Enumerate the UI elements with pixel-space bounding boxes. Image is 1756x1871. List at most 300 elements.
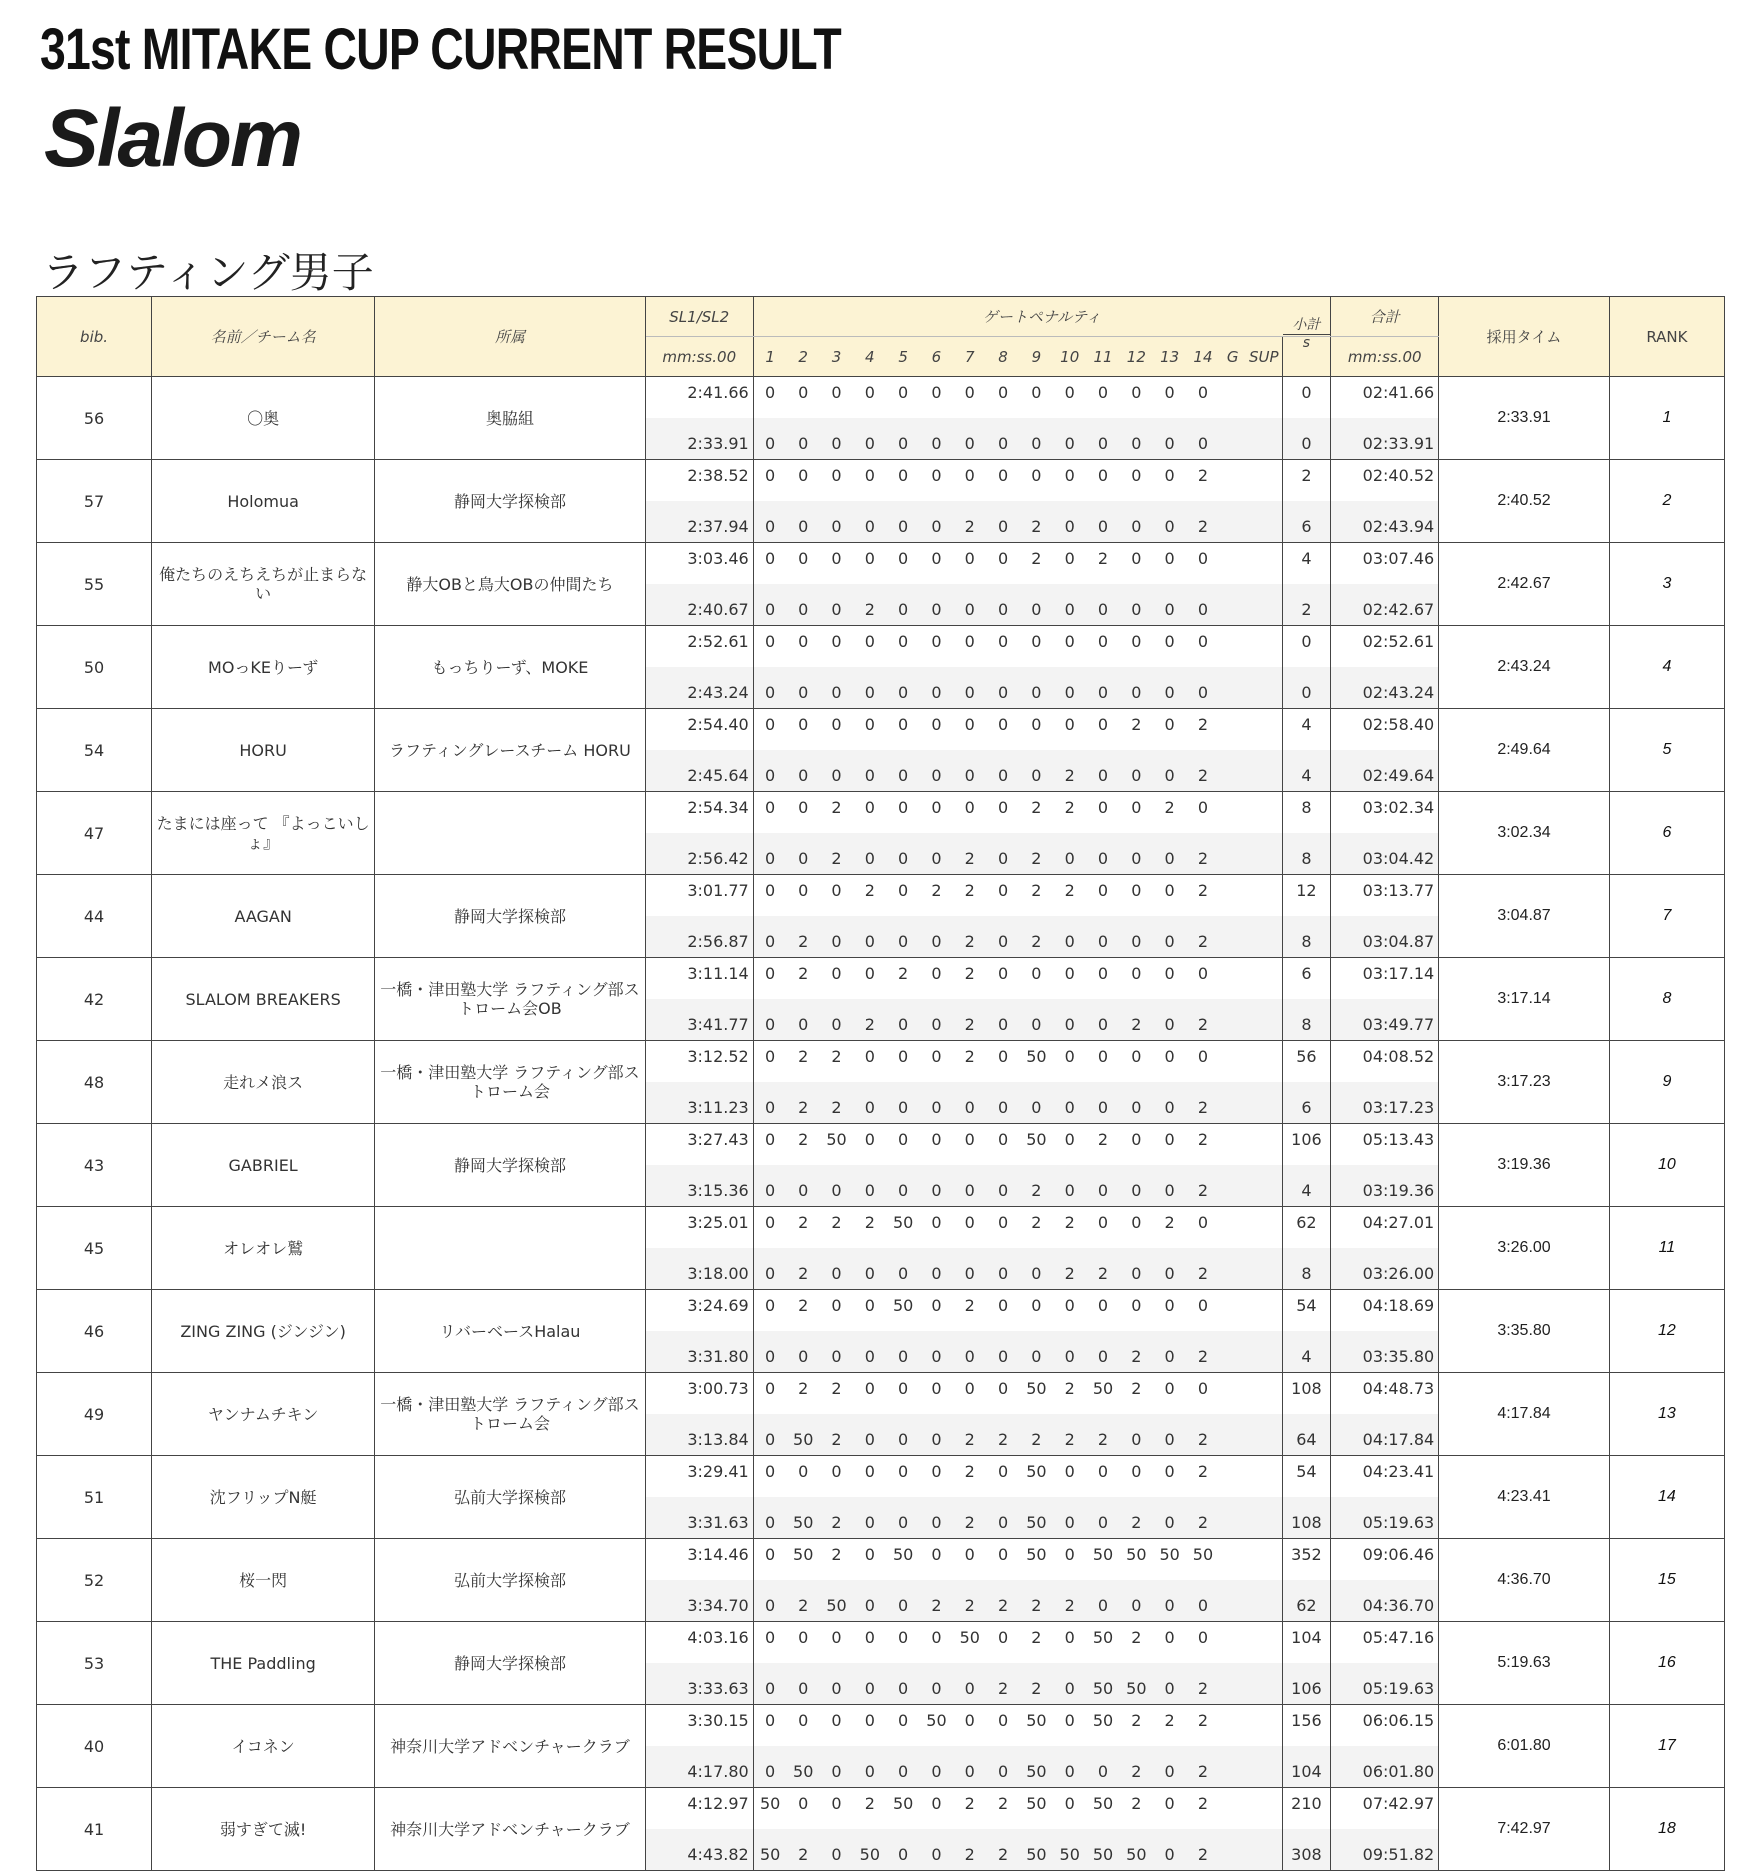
gate-penalty: 2 [1186, 1705, 1219, 1747]
gate-penalty: 0 [853, 667, 886, 709]
team-name: 沈フリップN艇 [152, 1456, 375, 1539]
gate-penalty: 0 [886, 501, 919, 543]
gate-penalty: 0 [1120, 958, 1153, 1000]
result-row [37, 1041, 1725, 1083]
gate-penalty: 0 [787, 1622, 820, 1664]
gate-penalty: 0 [986, 916, 1019, 958]
gate-penalty [1220, 501, 1246, 543]
header-gate-14: 14 [1186, 337, 1219, 377]
gate-penalty: 2 [920, 875, 953, 917]
header-gate-penalty: ゲートペナルティ [753, 297, 1330, 337]
gate-penalty: 0 [1120, 1414, 1153, 1456]
gate-penalty: 0 [920, 916, 953, 958]
adopted-time: 4:17.84 [1439, 1373, 1610, 1456]
gate-penalty [1246, 626, 1282, 668]
team-name: GABRIEL [152, 1124, 375, 1207]
gate-penalty: 2 [1153, 792, 1186, 834]
gate-penalty: 0 [886, 667, 919, 709]
affiliation: 静岡大学探検部 [375, 1622, 646, 1705]
result-row [37, 1373, 1725, 1415]
gate-penalty: 2 [986, 1663, 1019, 1705]
gate-penalty [1220, 1290, 1246, 1332]
adopted-time: 6:01.80 [1439, 1705, 1610, 1788]
gate-penalty: 2 [953, 1041, 986, 1083]
run-total: 02:41.66 [1331, 377, 1439, 419]
gate-penalty: 0 [986, 1497, 1019, 1539]
run-total: 03:49.77 [1331, 999, 1439, 1041]
gate-penalty: 2 [1020, 1414, 1053, 1456]
gate-penalty: 2 [820, 792, 853, 834]
affiliation: 静大OBと鳥大OBの仲間たち [375, 543, 646, 626]
gate-penalty: 0 [920, 1622, 953, 1664]
gate-penalty: 0 [1120, 667, 1153, 709]
gate-penalty: 0 [886, 626, 919, 668]
gate-penalty: 0 [853, 1539, 886, 1581]
run-total: 02:43.24 [1331, 667, 1439, 709]
gate-penalty: 0 [787, 1788, 820, 1830]
gate-penalty: 0 [753, 460, 786, 502]
gate-penalty: 0 [920, 667, 953, 709]
gate-penalty [1246, 1788, 1282, 1830]
gate-penalty: 2 [1020, 543, 1053, 585]
gate-penalty: 0 [1153, 1290, 1186, 1332]
gate-penalty: 0 [886, 1829, 919, 1871]
gate-penalty: 0 [787, 460, 820, 502]
gate-penalty [1220, 460, 1246, 502]
gate-penalty: 0 [1020, 1248, 1053, 1290]
gate-penalty: 0 [953, 377, 986, 419]
gate-penalty: 0 [1153, 418, 1186, 460]
gate-penalty: 0 [1020, 1331, 1053, 1373]
header-subtotal-label: 小計 [1283, 317, 1331, 335]
gate-penalty: 0 [853, 501, 886, 543]
gate-penalty: 0 [1086, 1580, 1119, 1622]
penalty-subtotal: 8 [1282, 999, 1331, 1041]
gate-penalty: 0 [920, 1041, 953, 1083]
gate-penalty: 50 [787, 1539, 820, 1581]
gate-penalty: 0 [886, 1082, 919, 1124]
rank: 12 [1609, 1290, 1724, 1373]
gate-penalty: 2 [1186, 999, 1219, 1041]
gate-penalty: 0 [1086, 1746, 1119, 1788]
gate-penalty [1246, 833, 1282, 875]
gate-penalty: 2 [787, 1580, 820, 1622]
affiliation: 静岡大学探検部 [375, 1124, 646, 1207]
run-time: 3:03.46 [645, 543, 753, 585]
gate-penalty: 0 [753, 1539, 786, 1581]
gate-penalty: 0 [920, 1788, 953, 1830]
run-total: 09:51.82 [1331, 1829, 1439, 1871]
gate-penalty: 2 [787, 1124, 820, 1166]
result-row [37, 626, 1725, 668]
gate-penalty: 0 [953, 460, 986, 502]
gate-penalty: 0 [920, 1829, 953, 1871]
gate-penalty [1246, 584, 1282, 626]
gate-penalty: 0 [953, 418, 986, 460]
penalty-subtotal: 54 [1282, 1456, 1331, 1498]
gate-penalty: 0 [886, 1165, 919, 1207]
gate-penalty: 0 [853, 1373, 886, 1415]
gate-penalty: 2 [986, 1580, 1019, 1622]
team-name: 〇奥 [152, 377, 375, 460]
header-gate-3: 3 [820, 337, 853, 377]
gate-penalty: 50 [1053, 1829, 1086, 1871]
adopted-time: 4:36.70 [1439, 1539, 1610, 1622]
gate-penalty: 0 [820, 709, 853, 751]
gate-penalty: 0 [886, 1248, 919, 1290]
affiliation: 一橋・津田塾大学 ラフティング部ストローム会OB [375, 958, 646, 1041]
gate-penalty [1246, 1456, 1282, 1498]
header-total-unit: mm:ss.00 [1331, 337, 1439, 377]
affiliation: 一橋・津田塾大学 ラフティング部ストローム会 [375, 1373, 646, 1456]
gate-penalty [1220, 1414, 1246, 1456]
result-row [37, 1456, 1725, 1498]
header-gate-1: 1 [753, 337, 786, 377]
rank: 14 [1609, 1456, 1724, 1539]
gate-penalty [1220, 543, 1246, 585]
gate-penalty: 2 [953, 875, 986, 917]
gate-penalty: 2 [820, 1207, 853, 1249]
gate-penalty: 0 [1153, 1622, 1186, 1664]
gate-penalty: 0 [1120, 875, 1153, 917]
gate-penalty: 0 [920, 1290, 953, 1332]
result-row [37, 1705, 1725, 1747]
gate-penalty: 0 [753, 916, 786, 958]
gate-penalty: 0 [920, 1331, 953, 1373]
gate-penalty: 50 [787, 1414, 820, 1456]
bib-number: 44 [37, 875, 152, 958]
affiliation: 静岡大学探検部 [375, 460, 646, 543]
header-gate-11: 11 [1086, 337, 1119, 377]
header-gate-8: 8 [986, 337, 1019, 377]
gate-penalty: 0 [1153, 543, 1186, 585]
team-name: ヤンナムチキン [152, 1373, 375, 1456]
header-total: 合計 [1331, 297, 1439, 337]
gate-penalty: 0 [1153, 626, 1186, 668]
gate-penalty: 0 [753, 709, 786, 751]
gate-penalty: 0 [986, 1082, 1019, 1124]
run-time: 3:18.00 [645, 1248, 753, 1290]
gate-penalty [1220, 1165, 1246, 1207]
gate-penalty: 0 [1020, 584, 1053, 626]
penalty-subtotal: 8 [1282, 1248, 1331, 1290]
gate-penalty: 0 [986, 626, 1019, 668]
gate-penalty: 2 [886, 958, 919, 1000]
gate-penalty: 50 [886, 1788, 919, 1830]
gate-penalty [1246, 418, 1282, 460]
run-time: 4:17.80 [645, 1746, 753, 1788]
run-time: 3:33.63 [645, 1663, 753, 1705]
gate-penalty: 0 [1053, 1497, 1086, 1539]
gate-penalty: 0 [820, 1622, 853, 1664]
bib-number: 45 [37, 1207, 152, 1290]
run-total: 02:33.91 [1331, 418, 1439, 460]
gate-penalty: 0 [787, 875, 820, 917]
gate-penalty: 0 [787, 1165, 820, 1207]
gate-penalty: 2 [1020, 1622, 1053, 1664]
gate-penalty: 2 [986, 1788, 1019, 1830]
gate-penalty: 2 [820, 1082, 853, 1124]
gate-penalty: 0 [753, 1165, 786, 1207]
gate-penalty: 50 [787, 1497, 820, 1539]
gate-penalty: 2 [1053, 750, 1086, 792]
affiliation: 神奈川大学アドベンチャークラブ [375, 1705, 646, 1788]
gate-penalty: 0 [787, 584, 820, 626]
adopted-time: 3:17.23 [1439, 1041, 1610, 1124]
gate-penalty: 0 [953, 1746, 986, 1788]
gate-penalty: 0 [953, 1373, 986, 1415]
gate-penalty: 2 [1153, 1207, 1186, 1249]
gate-penalty: 2 [1086, 543, 1119, 585]
gate-penalty: 50 [1186, 1539, 1219, 1581]
run-total: 05:19.63 [1331, 1497, 1439, 1539]
main-title: 31st MITAKE CUP CURRENT RESULT [40, 17, 841, 82]
gate-penalty: 0 [753, 1124, 786, 1166]
gate-penalty: 2 [953, 1290, 986, 1332]
gate-penalty: 0 [1053, 1290, 1086, 1332]
run-total: 05:47.16 [1331, 1622, 1439, 1664]
gate-penalty: 0 [853, 377, 886, 419]
gate-penalty: 0 [886, 1622, 919, 1664]
run-time: 3:13.84 [645, 1414, 753, 1456]
gate-penalty: 2 [953, 1414, 986, 1456]
gate-penalty: 50 [953, 1622, 986, 1664]
gate-penalty: 0 [953, 1539, 986, 1581]
gate-penalty: 2 [1053, 1580, 1086, 1622]
gate-penalty: 0 [787, 999, 820, 1041]
result-row [37, 1124, 1725, 1166]
gate-penalty [1220, 1539, 1246, 1581]
gate-penalty: 0 [920, 418, 953, 460]
gate-penalty: 0 [953, 1248, 986, 1290]
penalty-subtotal: 106 [1282, 1663, 1331, 1705]
gate-penalty: 0 [1120, 1165, 1153, 1207]
gate-penalty: 0 [886, 792, 919, 834]
gate-penalty: 0 [753, 1373, 786, 1415]
gate-penalty: 0 [886, 377, 919, 419]
gate-penalty: 50 [1020, 1705, 1053, 1747]
gate-penalty: 0 [853, 1580, 886, 1622]
penalty-subtotal: 210 [1282, 1788, 1331, 1830]
gate-penalty: 0 [787, 667, 820, 709]
gate-penalty: 0 [820, 377, 853, 419]
team-name: 走れメ浪ス [152, 1041, 375, 1124]
gate-penalty: 0 [1086, 833, 1119, 875]
gate-penalty: 0 [920, 709, 953, 751]
gate-penalty: 0 [920, 1414, 953, 1456]
gate-penalty: 2 [1120, 1622, 1153, 1664]
gate-penalty: 0 [1020, 626, 1053, 668]
gate-penalty: 0 [920, 750, 953, 792]
header-gate-10: 10 [1053, 337, 1086, 377]
gate-penalty: 50 [886, 1207, 919, 1249]
gate-penalty: 0 [753, 1414, 786, 1456]
gate-penalty: 2 [1186, 875, 1219, 917]
gate-penalty: 0 [753, 1705, 786, 1747]
bib-number: 41 [37, 1788, 152, 1871]
gate-penalty: 50 [1020, 1829, 1053, 1871]
gate-penalty [1246, 1663, 1282, 1705]
gate-penalty: 0 [953, 792, 986, 834]
gate-penalty: 0 [886, 1456, 919, 1498]
gate-penalty: 50 [787, 1746, 820, 1788]
gate-penalty: 2 [1053, 792, 1086, 834]
penalty-subtotal: 108 [1282, 1373, 1331, 1415]
gate-penalty [1246, 709, 1282, 751]
gate-penalty: 0 [1120, 1041, 1153, 1083]
gate-penalty [1220, 667, 1246, 709]
gate-penalty [1246, 1373, 1282, 1415]
gate-penalty: 0 [1053, 1705, 1086, 1747]
gate-penalty: 2 [1186, 1248, 1219, 1290]
gate-penalty: 0 [1153, 1663, 1186, 1705]
gate-penalty: 0 [953, 1331, 986, 1373]
gate-penalty: 50 [1020, 1539, 1053, 1581]
gate-penalty: 2 [787, 916, 820, 958]
gate-penalty: 2 [1053, 875, 1086, 917]
gate-penalty: 0 [953, 584, 986, 626]
gate-penalty: 2 [853, 1788, 886, 1830]
adopted-time: 2:33.91 [1439, 377, 1610, 460]
gate-penalty: 0 [753, 792, 786, 834]
gate-penalty: 50 [1120, 1663, 1153, 1705]
gate-penalty: 0 [1053, 1456, 1086, 1498]
gate-penalty: 0 [820, 501, 853, 543]
gate-penalty [1246, 1580, 1282, 1622]
run-time: 2:54.34 [645, 792, 753, 834]
gate-penalty: 0 [753, 377, 786, 419]
gate-penalty: 0 [1020, 377, 1053, 419]
gate-penalty: 0 [1020, 750, 1053, 792]
header-row-1 [37, 297, 1725, 337]
gate-penalty: 0 [820, 1746, 853, 1788]
gate-penalty: 0 [920, 1373, 953, 1415]
gate-penalty: 50 [1086, 1829, 1119, 1871]
gate-penalty: 0 [1186, 1622, 1219, 1664]
gate-penalty: 0 [920, 1165, 953, 1207]
gate-penalty: 50 [1020, 1788, 1053, 1830]
gate-penalty: 0 [820, 543, 853, 585]
gate-penalty: 50 [1086, 1622, 1119, 1664]
run-total: 02:42.67 [1331, 584, 1439, 626]
gate-penalty: 0 [1153, 1746, 1186, 1788]
gate-penalty: 2 [1186, 709, 1219, 751]
penalty-subtotal: 106 [1282, 1124, 1331, 1166]
affiliation [375, 792, 646, 875]
affiliation: 弘前大学探検部 [375, 1456, 646, 1539]
gate-penalty: 0 [787, 501, 820, 543]
gate-penalty: 0 [753, 1248, 786, 1290]
gate-penalty: 0 [986, 792, 1019, 834]
gate-penalty: 2 [820, 1414, 853, 1456]
run-time: 3:27.43 [645, 1124, 753, 1166]
gate-penalty: 0 [753, 999, 786, 1041]
result-row [37, 792, 1725, 834]
bib-number: 43 [37, 1124, 152, 1207]
gate-penalty: 0 [820, 958, 853, 1000]
gate-penalty: 2 [1053, 1373, 1086, 1415]
gate-penalty: 2 [853, 1207, 886, 1249]
rank: 16 [1609, 1622, 1724, 1705]
gate-penalty: 2 [820, 1041, 853, 1083]
gate-penalty: 2 [820, 1497, 853, 1539]
gate-penalty: 0 [953, 667, 986, 709]
gate-penalty: 0 [1053, 501, 1086, 543]
gate-penalty: 0 [853, 543, 886, 585]
gate-penalty: 0 [1120, 1248, 1153, 1290]
gate-penalty: 2 [853, 584, 886, 626]
gate-penalty: 0 [920, 543, 953, 585]
gate-penalty: 0 [920, 584, 953, 626]
affiliation: もっちりーず、MOKE [375, 626, 646, 709]
gate-penalty: 0 [986, 501, 1019, 543]
gate-penalty: 0 [1153, 377, 1186, 419]
gate-penalty: 0 [753, 1082, 786, 1124]
run-time: 3:34.70 [645, 1580, 753, 1622]
rank: 15 [1609, 1539, 1724, 1622]
result-row [37, 709, 1725, 751]
gate-penalty: 0 [1086, 501, 1119, 543]
team-name: Holomua [152, 460, 375, 543]
result-row [37, 460, 1725, 502]
gate-penalty: 2 [1186, 460, 1219, 502]
adopted-time: 4:23.41 [1439, 1456, 1610, 1539]
result-row [37, 1539, 1725, 1581]
gate-penalty: 0 [787, 1331, 820, 1373]
gate-penalty: 0 [886, 1663, 919, 1705]
gate-penalty: 50 [886, 1539, 919, 1581]
gate-penalty: 0 [1053, 543, 1086, 585]
gate-penalty: 0 [1153, 750, 1186, 792]
bib-number: 51 [37, 1456, 152, 1539]
team-name: SLALOM BREAKERS [152, 958, 375, 1041]
gate-penalty [1246, 667, 1282, 709]
affiliation: ラフティングレースチーム HORU [375, 709, 646, 792]
gate-penalty: 0 [1053, 1539, 1086, 1581]
gate-penalty: 50 [1086, 1539, 1119, 1581]
gate-penalty [1246, 1622, 1282, 1664]
gate-penalty: 0 [820, 418, 853, 460]
run-total: 04:23.41 [1331, 1456, 1439, 1498]
rank: 11 [1609, 1207, 1724, 1290]
penalty-subtotal: 4 [1282, 709, 1331, 751]
gate-penalty: 0 [1153, 1414, 1186, 1456]
penalty-subtotal: 6 [1282, 1082, 1331, 1124]
gate-penalty: 0 [920, 1539, 953, 1581]
adopted-time: 7:42.97 [1439, 1788, 1610, 1871]
gate-penalty: 0 [920, 1663, 953, 1705]
run-total: 03:04.42 [1331, 833, 1439, 875]
gate-penalty: 0 [853, 750, 886, 792]
penalty-subtotal: 4 [1282, 1165, 1331, 1207]
run-time: 3:41.77 [645, 999, 753, 1041]
gate-penalty: 0 [1086, 377, 1119, 419]
gate-penalty: 0 [1120, 1290, 1153, 1332]
gate-penalty: 0 [1053, 1165, 1086, 1207]
gate-penalty: 0 [1153, 1373, 1186, 1415]
gate-penalty: 0 [753, 1290, 786, 1332]
penalty-subtotal: 308 [1282, 1829, 1331, 1871]
run-time: 4:12.97 [645, 1788, 753, 1830]
gate-penalty [1220, 750, 1246, 792]
gate-penalty: 0 [820, 584, 853, 626]
gate-penalty [1246, 1414, 1282, 1456]
team-name: オレオレ鷲 [152, 1207, 375, 1290]
bib-number: 46 [37, 1290, 152, 1373]
gate-penalty: 50 [1120, 1539, 1153, 1581]
gate-penalty [1246, 1705, 1282, 1747]
gate-penalty: 0 [1120, 1124, 1153, 1166]
